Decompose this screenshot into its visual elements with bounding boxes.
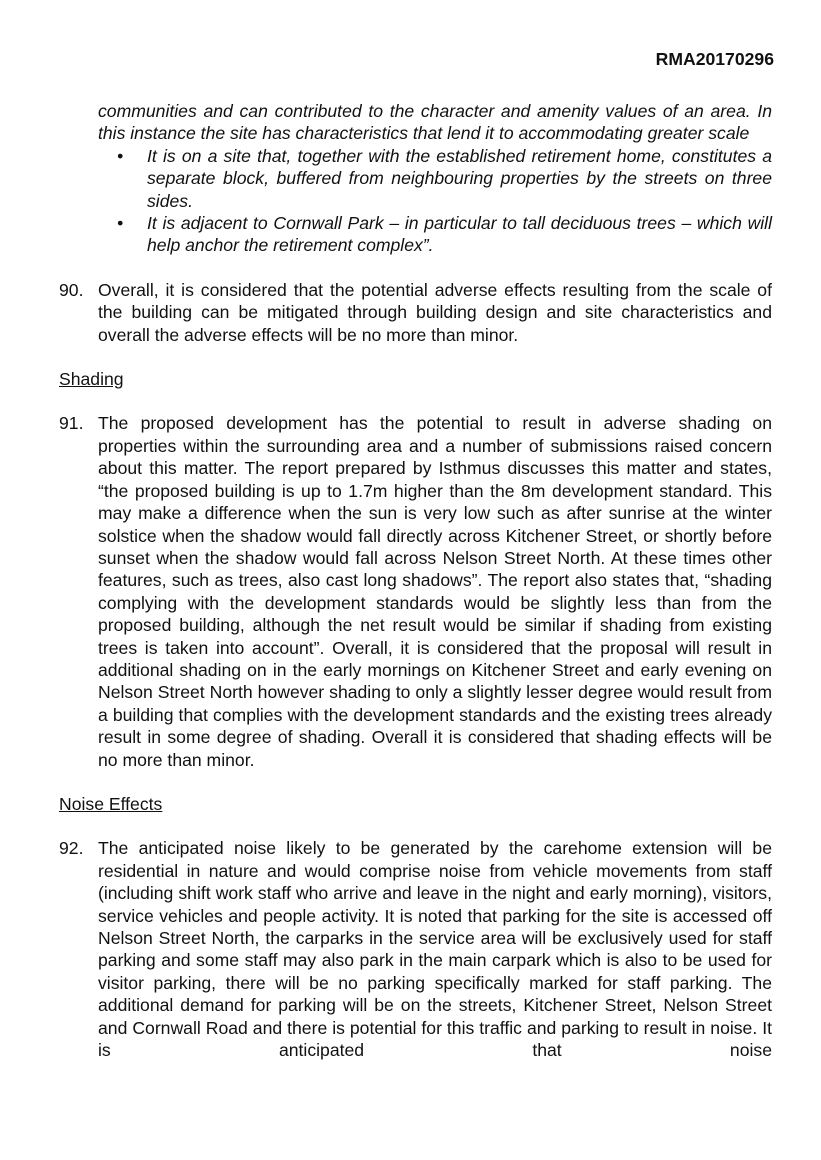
spacer xyxy=(59,257,772,279)
section-heading-shading: Shading xyxy=(59,369,124,390)
bullet-icon: • xyxy=(117,213,124,234)
spacer xyxy=(59,390,772,412)
bullet-text: It is adjacent to Cornwall Park – in particular to tall deciduous trees – which will help anchor the retirement complex”. xyxy=(147,213,772,256)
quoted-text xyxy=(59,100,772,145)
document-reference: RMA20170296 xyxy=(655,49,774,69)
bullet-icon: • xyxy=(117,145,124,166)
spacer xyxy=(59,346,772,368)
paragraph-number: 92. xyxy=(59,838,84,859)
paragraph-92 xyxy=(59,837,772,1061)
paragraph-number: 91. xyxy=(59,413,84,434)
bullet-text: It is on a site that, together with the established retirement home, constitutes a separate block, buffered from neighbouring properties by the streets on three sides. xyxy=(147,145,772,211)
page-body xyxy=(59,100,772,1061)
list-item xyxy=(59,145,772,212)
paragraph-text: The proposed development has the potential to result in adverse shading on properties within the surrounding area and a number of submissions raised concern about this matter. The report prepared by Isthmus discusses this matter and states, “the proposed building is up to 1.7m higher than the 8m development standard. This may make a difference when the sun is very low such as after sunrise at the winter solstice when the shadow would fall directly across Kitchener Street, or shortly before sunset when the shadow would fall across Nelson Street North. At these times other features, such as trees, also cast long shadows”. The report also states that, “shading complying with the development standards would be slightly less than from the proposed building, although the net result would be similar if shading from existing trees is taken into account”. Overall, it is considered that the proposal will result in additional shading on in the early mornings on Kitchener Street and early evening on Nelson Street North however shading to only a slightly lesser degree would result from a building that complies with the development standards and the existing trees already result in some degree of shading. Overall it is considered that shading effects will be no more than minor. xyxy=(98,413,772,770)
quote-intro: communities and can contributed to the character and amenity values of an area. In this instance the site has characteristics that lend it to accommodating greater scale xyxy=(98,101,772,144)
quote-bullet-list xyxy=(59,145,772,257)
spacer xyxy=(59,815,772,837)
paragraph-91 xyxy=(59,412,772,771)
list-item xyxy=(59,212,772,257)
paragraph-text: Overall, it is considered that the potential adverse effects resulting from the scale of the building can be mitigated through building design and site characteristics and overall the adverse effects will be no more than minor. xyxy=(98,279,772,345)
spacer xyxy=(59,771,772,793)
paragraph-text: The anticipated noise likely to be generated by the carehome extension will be residential in nature and would comprise noise from vehicle movements from staff (including shift work staff who arrive and leave in the night and early morning), visitors, service vehicles and people activity. It is noted that parking for the site is accessed off Nelson Street North, the carparks in the service area will be exclusively used for staff parking and some staff may also park in the main carpark which is also to be used for visitor parking, there will be no parking specifically marked for staff parking. The additional demand for parking will be on the streets, Kitchener Street, Nelson Street and Cornwall Road and there is potential for this traffic and parking to result in noise. It is anticipated that noise xyxy=(98,838,772,1061)
section-heading-noise-effects: Noise Effects xyxy=(59,793,163,814)
paragraph-number: 90. xyxy=(59,279,84,300)
paragraph-90 xyxy=(59,279,772,346)
